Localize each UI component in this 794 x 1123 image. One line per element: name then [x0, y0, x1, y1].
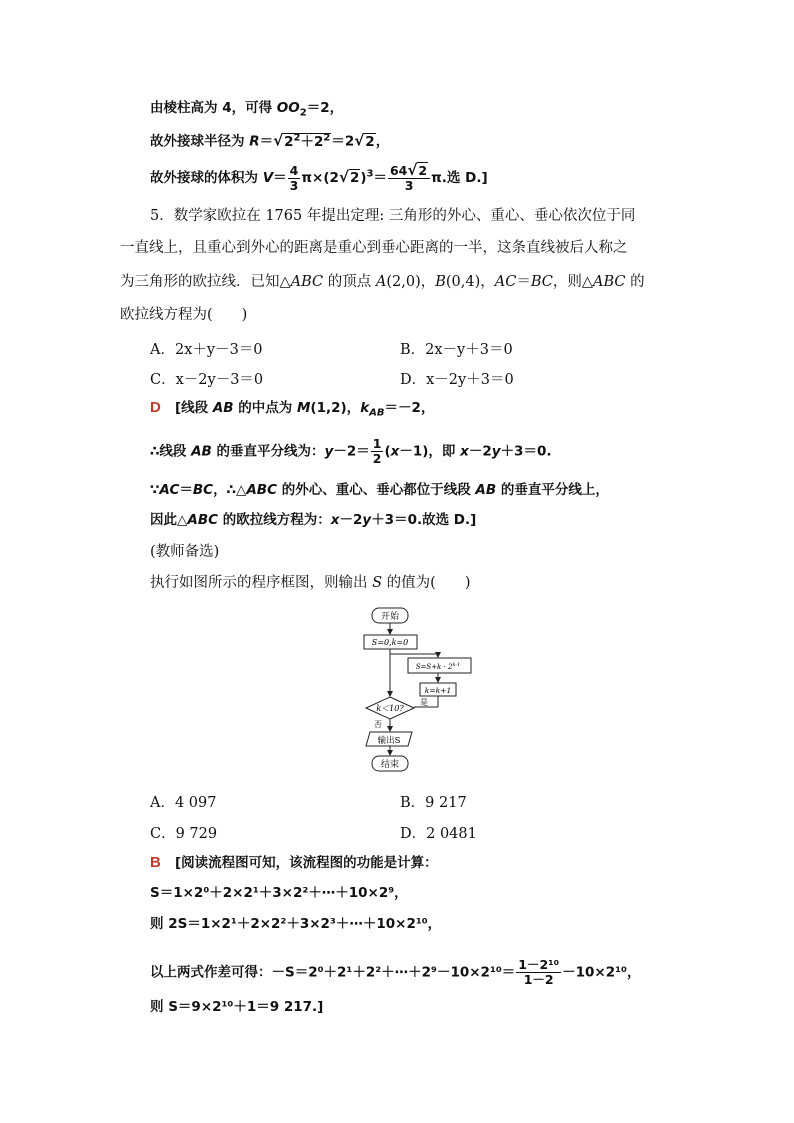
flow-increment-label: k=k+1 [424, 686, 452, 695]
teacher-question [150, 573, 470, 593]
text: 1－2¹⁰ [518, 957, 560, 972]
text: (0,4)， [445, 274, 495, 290]
text: ABC [187, 512, 219, 528]
text: S [372, 575, 383, 591]
text: 由棱柱高为 4，可得 [150, 100, 277, 116]
text: 的中点为 [233, 400, 297, 416]
text: ＝2 [331, 133, 355, 150]
text: ) [360, 170, 367, 186]
text: ＝ [259, 133, 274, 150]
text: －2＝ [333, 443, 370, 460]
text: 2 [284, 133, 294, 150]
text: AC [494, 274, 517, 290]
teacher-option-a: A．4 097 [150, 795, 217, 811]
flow-no-label: 否 [374, 720, 382, 729]
text: ＝ [179, 482, 193, 498]
text: (2,0)， [386, 274, 436, 290]
text: x [460, 443, 469, 460]
text: 故外接球的体积为 [150, 170, 263, 186]
text: 2 [314, 133, 324, 150]
text: BC [530, 274, 553, 290]
q5-option-b: B．2x－y＋3＝0 [400, 342, 513, 358]
q5-solution-2 [150, 437, 551, 466]
text: ＋3＝0. [500, 443, 552, 460]
text: 的欧拉线方程为： [218, 512, 331, 528]
sqrt-icon: √ [338, 168, 349, 186]
text: A [375, 274, 387, 290]
teacher-solution-4 [150, 958, 640, 987]
text: 因此△ [150, 512, 188, 528]
text: 的外心、重心、垂心都位于线段 [277, 482, 476, 498]
text: [阅读流程图可知，该流程图的功能是计算： [174, 855, 438, 871]
flow-end-label: 结束 [380, 760, 400, 770]
answer-badge: D [150, 399, 161, 416]
text: 3 [404, 178, 414, 193]
text: M [296, 400, 311, 416]
text: 3 [289, 177, 299, 193]
flow-init-label: S=0,k=0 [371, 638, 409, 647]
q5-line-1: 5．数学家欧拉在 1765 年提出定理: 三角形的外心、重心、垂心依次位于同 [150, 208, 636, 224]
q5-solution-3 [150, 480, 609, 500]
text: 执行如图所示的程序框图，则输出 [150, 575, 373, 591]
text: 1 [372, 436, 382, 451]
text: 的值为( ) [382, 575, 471, 591]
text: [线段 [174, 400, 213, 416]
text: x [390, 443, 400, 460]
text: －1)，即 [399, 443, 461, 460]
sphere-line-2 [150, 128, 389, 152]
text: ＝ [516, 274, 531, 290]
text: ABC [593, 274, 626, 290]
teacher-option-d: D．2 0481 [400, 826, 477, 842]
text: 故外接球半径为 [150, 133, 250, 150]
text: OO [276, 100, 300, 116]
text: AB [369, 407, 385, 419]
q5-line-3 [120, 272, 645, 292]
text: 的 [625, 274, 645, 290]
text: 为三角形的欧拉线．已知△ [120, 274, 291, 290]
text: (1,2)， [310, 400, 361, 416]
sqrt-icon: √ [273, 131, 284, 150]
text: x [330, 512, 340, 528]
sqrt-icon: √ [407, 161, 418, 179]
text: 2 [349, 170, 360, 186]
text: 的顶点 [323, 274, 376, 290]
text: ＝－2， [384, 400, 435, 416]
text: ＝2， [306, 100, 344, 116]
text: 4 [289, 162, 299, 178]
text: －2 [468, 443, 492, 460]
q5-option-c: C．x－2y－3＝0 [150, 372, 264, 388]
q5-line-4: 欧拉线方程为( ) [120, 307, 248, 323]
q5-solution-1 [150, 398, 434, 424]
sphere-line-3 [150, 163, 488, 193]
text: AC [159, 482, 180, 498]
text: 的垂直平分线为： [211, 443, 325, 460]
text: ＋3＝0.故选 D.] [371, 512, 477, 528]
text: 2 [323, 132, 331, 143]
text: －10×2¹⁰， [562, 964, 641, 981]
text: B [435, 274, 446, 290]
flow-start-label: 开始 [380, 612, 400, 622]
flow-condition-label: k＜10? [376, 704, 404, 713]
fraction [371, 437, 384, 466]
text: S=S+k · 2 [415, 663, 453, 671]
text: ＝ [273, 170, 287, 186]
text: AB [191, 443, 212, 460]
text: ＋ [300, 133, 314, 150]
flow-yes-label: 是 [420, 698, 428, 707]
text: R [249, 133, 260, 150]
text: ABC [246, 482, 277, 498]
text: ，则△ [552, 274, 594, 290]
text: 2 [293, 132, 301, 143]
text: π×(2 [301, 170, 339, 186]
teacher-option-c: C．9 729 [150, 826, 218, 842]
text: ( [384, 443, 391, 460]
text: k [360, 400, 370, 416]
fraction [388, 163, 430, 193]
text: BC [192, 482, 214, 498]
q5-line-2: 一直线上，且重心到外心的距离是重心到垂心距离的一半，这条直线被后人称之 [120, 240, 628, 256]
text: AB [475, 482, 497, 498]
text: 3 [366, 168, 374, 180]
flow-output-label: 输出S [377, 736, 401, 746]
text: ，∴△ [213, 482, 247, 498]
text: 2 [372, 451, 382, 466]
q5-solution-4 [150, 510, 476, 530]
teacher-note: (教师备选) [150, 544, 220, 560]
text: 的垂直平分线上， [496, 482, 609, 498]
q5-option-a: A．2x＋y－3＝0 [150, 342, 263, 358]
text: 2 [299, 107, 307, 119]
teacher-solution-3: 则 2S＝1×2¹＋2×2²＋3×2³＋⋯＋10×2¹⁰， [150, 916, 442, 932]
text: π.选 D.] [431, 170, 488, 186]
sqrt-icon: √ [354, 131, 365, 150]
fraction [288, 164, 301, 193]
fraction [516, 958, 561, 987]
text: 64 [389, 163, 408, 178]
text: AB [212, 400, 234, 416]
text: ∴线段 [150, 443, 192, 460]
teacher-solution-2: S＝1×2⁰＋2×2¹＋3×2²＋⋯＋10×2⁹， [150, 885, 408, 901]
teacher-solution-1 [150, 853, 438, 873]
sphere-line-1 [150, 98, 343, 124]
text: 1－2 [523, 972, 554, 987]
text: y [362, 512, 372, 528]
teacher-solution-5: 则 S＝9×2¹⁰＋1＝9 217.] [150, 999, 324, 1015]
text: 2 [365, 133, 375, 150]
text: ABC [290, 274, 324, 290]
q5-option-d: D．x－2y＋3＝0 [400, 372, 514, 388]
teacher-option-b: B．9 217 [400, 795, 467, 811]
text: ， [375, 133, 390, 150]
text: k-1 [452, 662, 461, 668]
text: 2 [418, 163, 428, 178]
text: ∵ [150, 482, 160, 498]
text: ＝ [373, 170, 387, 186]
flowchart [358, 604, 478, 774]
text: V [262, 170, 274, 186]
text: y [324, 443, 334, 460]
answer-badge: B [150, 854, 161, 871]
text: 以上两式作差可得：－S＝2⁰＋2¹＋2²＋⋯＋2⁹－10×2¹⁰＝ [150, 964, 516, 981]
text: y [491, 443, 501, 460]
text: －2 [339, 512, 363, 528]
